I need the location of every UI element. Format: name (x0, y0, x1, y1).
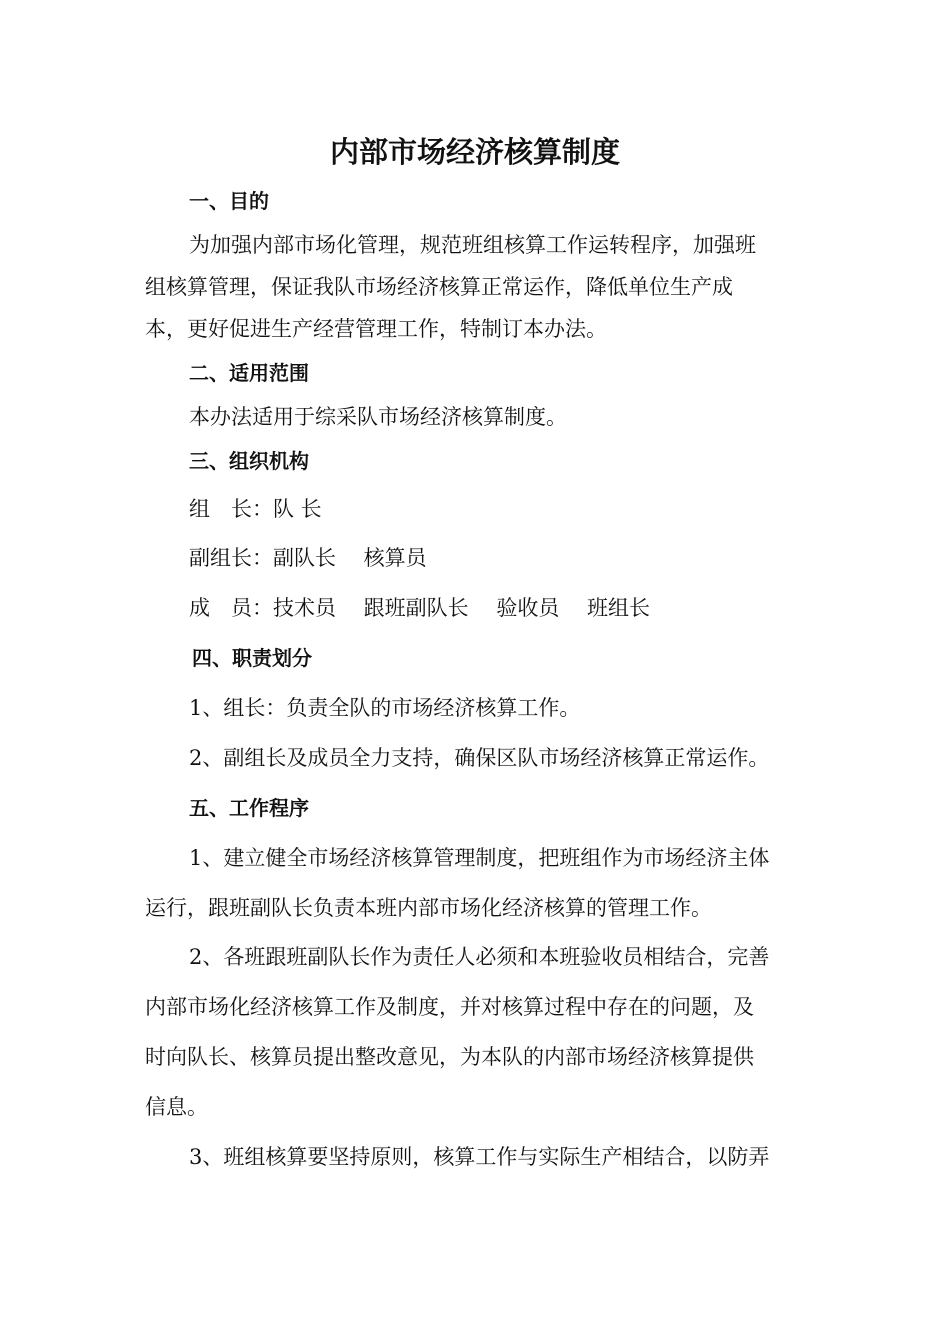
paragraph-line: 1、建立健全市场经济核算管理制度，把班组作为市场经济主体 (189, 846, 770, 870)
section-heading-scope: 二、适用范围 (189, 361, 309, 385)
section-heading-procedure: 五、工作程序 (189, 796, 309, 820)
paragraph-line: 1、组长：负责全队的市场经济核算工作。 (189, 696, 581, 720)
paragraph-line: 信息。 (145, 1095, 208, 1119)
document-title: 内部市场经济核算制度 (329, 135, 620, 169)
paragraph-line: 组核算管理，保证我队市场经济核算正常运作，降低单位生产成 (145, 275, 733, 299)
paragraph-line: 3、班组核算要坚持原则，核算工作与实际生产相结合，以防弄 (189, 1145, 770, 1169)
paragraph-line: 为加强内部市场化管理，规范班组核算工作运转程序，加强班 (189, 233, 756, 257)
org-line-deputy: 副组长：副队长 核算员 (189, 546, 427, 570)
section-heading-purpose: 一、目的 (189, 189, 269, 213)
paragraph-line: 2、副组长及成员全力支持，确保区队市场经济核算正常运作。 (189, 746, 770, 770)
paragraph-line: 内部市场化经济核算工作及制度，并对核算过程中存在的问题，及 (145, 995, 754, 1019)
section-heading-responsibilities: 四、职责划分 (192, 646, 312, 670)
org-line-members: 成 员：技术员 跟班副队长 验收员 班组长 (189, 596, 651, 620)
paragraph-line: 2、各班跟班副队长作为责任人必须和本班验收员相结合，完善 (189, 945, 770, 969)
paragraph-line: 本办法适用于综采队市场经济核算制度。 (189, 405, 567, 429)
paragraph-line: 本，更好促进生产经营管理工作，特制订本办法。 (145, 317, 607, 341)
section-heading-organization: 三、组织机构 (189, 449, 309, 473)
paragraph-line: 时向队长、核算员提出整改意见，为本队的内部市场经济核算提供 (145, 1045, 754, 1069)
org-line-leader: 组 长：队 长 (189, 497, 322, 521)
paragraph-line: 运行，跟班副队长负责本班内部市场化经济核算的管理工作。 (145, 896, 712, 920)
